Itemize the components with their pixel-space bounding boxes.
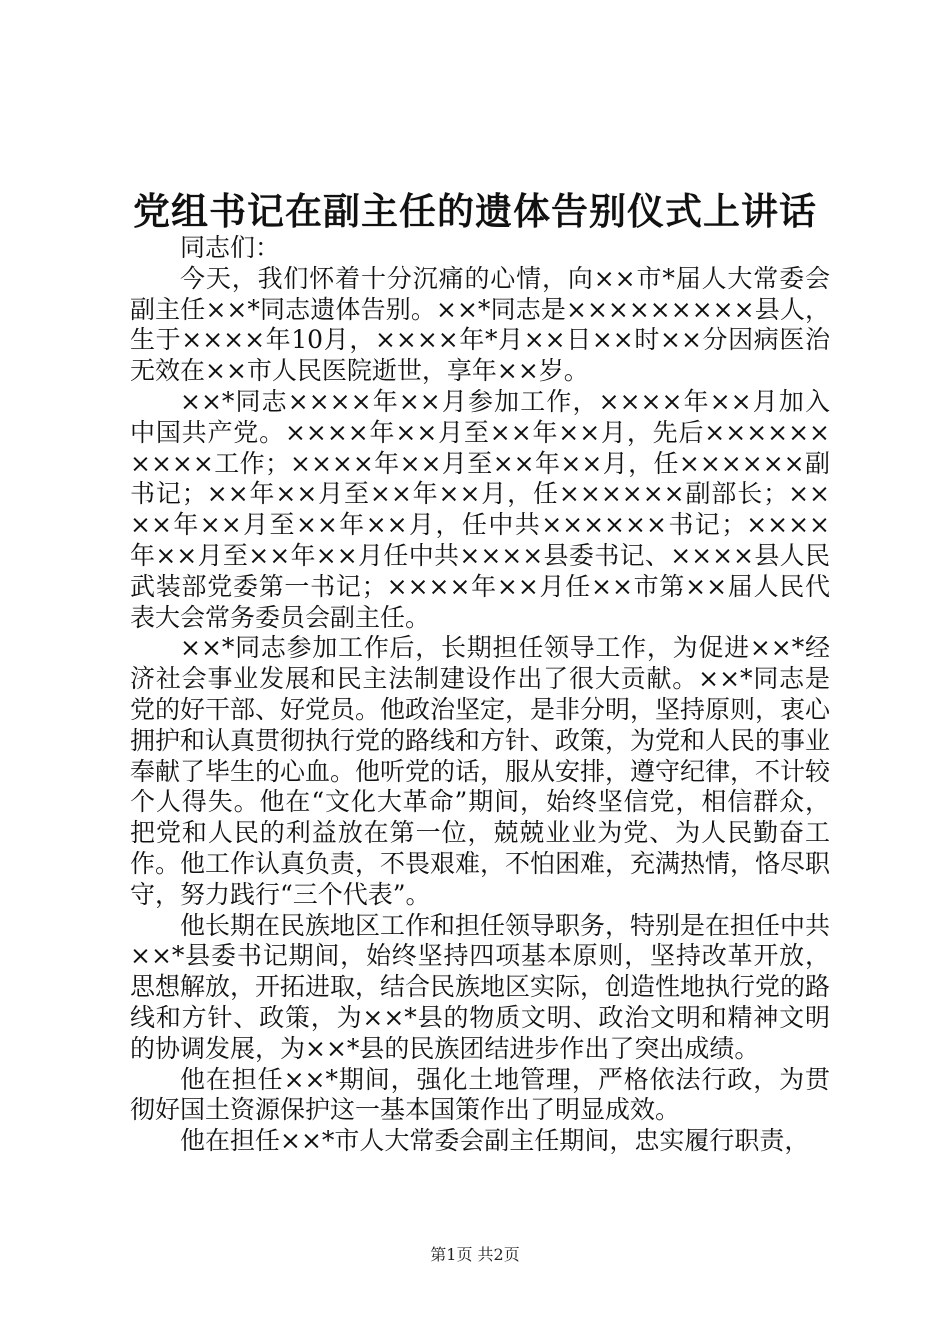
body-paragraph: ××*同志××××年××月参加工作，××××年××月加入中国共产党。××××年××月至××年××月，先后××××××××××工作；××××年××月至××年××月，任××××××副书记；××年××月至××年××月，任××××××副部长；××××年××月至××年××月，任中共××××××书记；××××年××月至××年××月任中共××××县委书记、××××县人民武装部党委第一书记；××××年××月任××市第××届人民代表大会常务委员会副主任。 — [130, 386, 830, 632]
document-title: 党组书记在副主任的遗体告别仪式上讲话 — [133, 189, 817, 233]
document-body — [130, 233, 830, 1157]
body-paragraph: ××*同志参加工作后，长期担任领导工作，为促进××*经济社会事业发展和民主法制建设作出了很大贡献。××*同志是党的好干部、好党员。他政治坚定，是非分明，坚持原则，衷心拥护和认真贯彻执行党的路线和方针、政策，为党和人民的事业奉献了毕生的心血。他听党的话，服从安排，遵守纪律，不计较个人得失。他在“文化大革命”期间，始终坚信党，相信群众，把党和人民的利益放在第一位，兢兢业业为党、为人民勤奋工作。他工作认真负责，不畏艰难，不怕困难，充满热情，恪尽职守，努力践行“三个代表”。 — [130, 633, 831, 909]
body-paragraph: 他长期在民族地区工作和担任领导职务，特别是在担任中共××*县委书记期间，始终坚持四项基本原则，坚持改革开放，思想解放，开拓进取，结合民族地区实际，创造性地执行党的路线和方针、政策，为××*县的物质文明、政治文明和精神文明的协调发展，为××*县的民族团结进步作出了突出成绩。 — [130, 910, 831, 1063]
salutation-paragraph: 同志们： — [180, 233, 281, 262]
page-number-footer: 第1页 共2页 — [430, 1245, 520, 1264]
body-paragraph: 今天，我们怀着十分沉痛的心情，向××市*届人大常委会副主任××*同志遗体告别。××*同志是×××××××××县人，生于××××年10月，××××年*月××日××时××分因病医治无效在××市人民医院逝世，享年××岁。 — [130, 263, 830, 386]
body-paragraph: 他在担任××*市人大常委会副主任期间，忠实履行职责， — [180, 1126, 810, 1156]
body-paragraph: 他在担任××*期间，强化土地管理，严格依法行政，为贯彻好国土资源保护这一基本国策作出了明显成效。 — [130, 1064, 830, 1125]
